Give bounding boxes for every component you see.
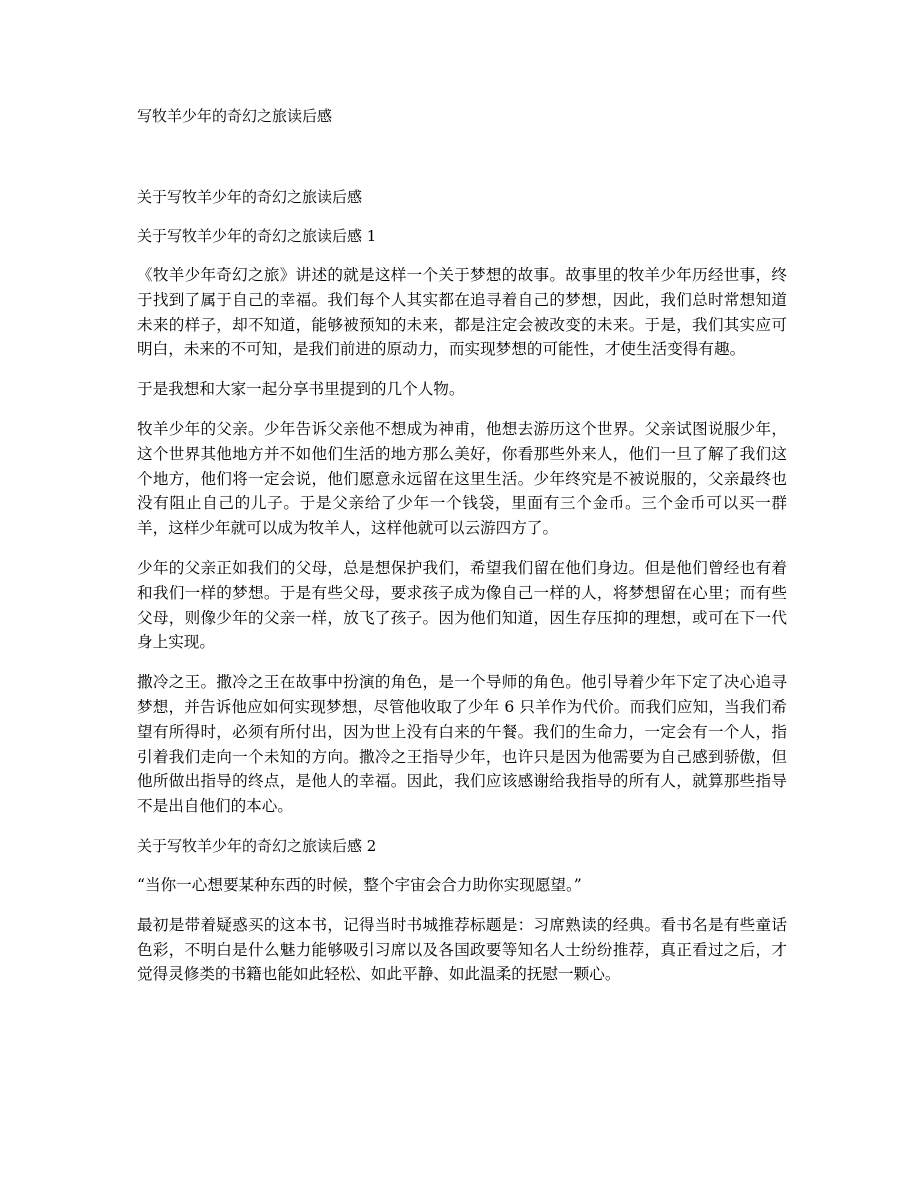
paragraph: 于是我想和大家一起分享书里提到的几个人物。 <box>137 380 465 399</box>
paragraph: 《牧羊少年奇幻之旅》讲述的就是这样一个关于梦想的故事。故事里的牧羊少年历经世事，终于找到了属于自己的幸福。我们每个人其实都在追寻着自己的梦想，因此，我们总时常想知道未来的样子，却不知道，能够被预知的未来，都是注定会被改变的未来。于是，我们其实应可明白，未来的不可知，是我们前进的原动力，而实现梦想的可能性，才使生活变得有趣。 <box>137 266 787 359</box>
section-2-heading: 关于写牧羊少年的奇幻之旅读后感 2 <box>137 836 377 855</box>
paragraph: 撒冷之王。撒冷之王在故事中扮演的角色，是一个导师的角色。他引导着少年下定了决心追寻梦想，并告诉他应如何实现梦想，尽管他收取了少年 6 只羊作为代价。而我们应知，当我们希望有所得时，必须有所付出，因为世上没有白来的午餐。我们的生命力，一定会有一个人，指引着我们走向一个未知的方向。撒冷之王指导少年，也许只是因为他需要为自己感到骄傲，但他所做出指导的终点，是他人的幸福。因此，我们应该感谢给我指导的所有人，就算那些指导不是出自他们的本心。 <box>137 673 787 816</box>
document-title: 写牧羊少年的奇幻之旅读后感 <box>137 107 333 125</box>
document-body <box>137 185 787 1002</box>
paragraph: 少年的父亲正如我们的父母，总是想保护我们，希望我们留在他们身边。但是他们曾经也有着和我们一样的梦想。于是有些父母，要求孩子成为像自己一样的人，将梦想留在心里；而有些父母，则像少年的父亲一样，放飞了孩子。因为他们知道，因生存压抑的理想，或可在下一代身上实现。 <box>137 558 787 652</box>
quote-paragraph: “当你一心想要某种东西的时候，整个宇宙会合力助你实现愿望。” <box>137 875 582 894</box>
paragraph: 牧羊少年的父亲。少年告诉父亲他不想成为神甫，他想去游历这个世界。父亲试图说服少年，这个世界其他地方并不如他们生活的地方那么美好，你看那些外来人，他们一旦了解了我们这个地方，他们将一定会说，他们愿意永远留在这里生活。少年终究是不被说服的，父亲最终也没有阻止自己的儿子。于是父亲给了少年一个钱袋，里面有三个金币。三个金币可以买一群羊，这样少年就可以成为牧羊人，这样他就可以云游四方了。 <box>137 419 787 538</box>
section-1-heading: 关于写牧羊少年的奇幻之旅读后感 1 <box>137 227 377 245</box>
main-heading: 关于写牧羊少年的奇幻之旅读后感 <box>137 188 363 206</box>
paragraph: 最初是带着疑惑买的这本书，记得当时书城推荐标题是：习席熟读的经典。看书名是有些童话色彩，不明白是什么魅力能够吸引习席以及各国政要等知名人士纷纷推荐，真正看过之后，才觉得灵修类的书籍也能如此轻松、如此平静、如此温柔的抚慰一颗心。 <box>137 915 787 984</box>
